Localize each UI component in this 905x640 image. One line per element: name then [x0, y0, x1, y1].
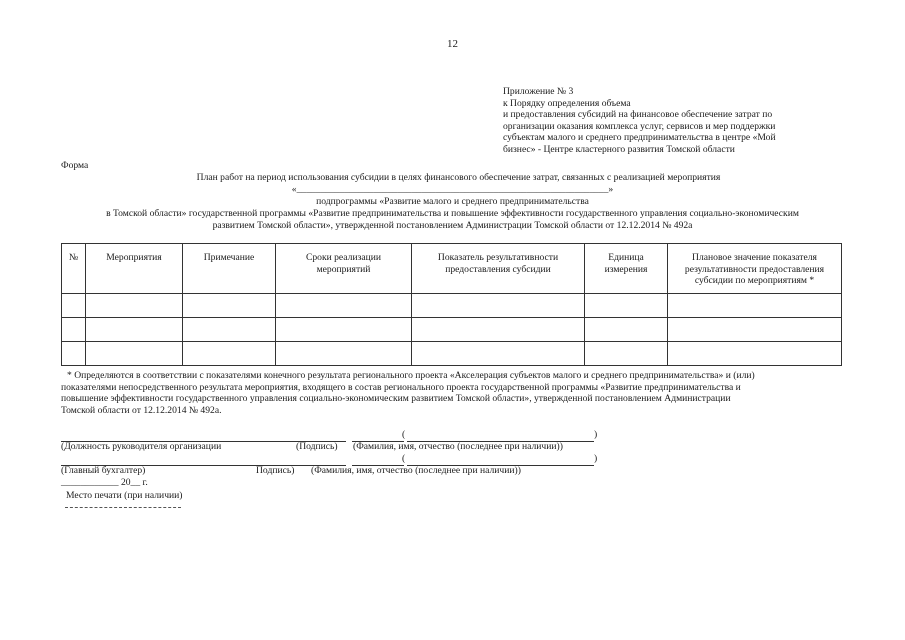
- plan-title-subprogram: подпрограммы «Развитие малого и среднего предпринимательства: [316, 196, 589, 207]
- column-header-deadlines: Сроки реализации мероприятий: [276, 244, 412, 294]
- table-cell[interactable]: [276, 294, 412, 318]
- footnote: [61, 370, 841, 416]
- table-row: [62, 318, 842, 342]
- accountant-position-caption: (Главный бухгалтер): [61, 465, 146, 476]
- accountant-name-caption: (Фамилия, имя, отчество (последнее при наличии)): [311, 465, 521, 476]
- table-cell[interactable]: [86, 318, 183, 342]
- table-cell[interactable]: [183, 294, 276, 318]
- form-label: Форма: [61, 160, 89, 171]
- table-cell[interactable]: [62, 342, 86, 366]
- stamp-label: Место печати (при наличии): [66, 490, 183, 501]
- table-cell[interactable]: [668, 342, 842, 366]
- table-cell[interactable]: [62, 294, 86, 318]
- footnote-line: * Определяются в соответствии с показателями конечного результата регионального проекта «Акселерация субъектов малого и среднего предпринимательства» и (или): [67, 370, 755, 381]
- head-signature-caption: (Подпись): [296, 441, 338, 452]
- column-header-number: №: [62, 244, 86, 294]
- open-paren: (: [402, 429, 406, 440]
- table-cell[interactable]: [183, 318, 276, 342]
- column-header-planned-value: Плановое значение показателя результативности предоставления субсидии по мероприятиям *: [668, 244, 842, 294]
- table-header-row: [62, 244, 842, 294]
- head-name-caption: (Фамилия, имя, отчество (последнее при наличии)): [353, 441, 563, 452]
- appendix-line: организации оказания комплекса услуг, сервисов и мер поддержки: [503, 120, 776, 132]
- date-line[interactable]: ____________ 20__ г.: [61, 477, 148, 488]
- plan-title-line1: План работ на период использования субсидии в целях финансового обеспечение затрат, связанных с реализацией мероприятия: [196, 172, 721, 183]
- table-cell[interactable]: [668, 318, 842, 342]
- table-cell[interactable]: [412, 342, 585, 366]
- table-cell[interactable]: [276, 318, 412, 342]
- table-cell[interactable]: [183, 342, 276, 366]
- table-cell[interactable]: [668, 294, 842, 318]
- table-row: [62, 342, 842, 366]
- appendix-line: к Порядку определения объема: [503, 97, 631, 109]
- appendix-header: [503, 86, 823, 155]
- table-cell[interactable]: [585, 294, 668, 318]
- close-paren: ): [594, 429, 598, 440]
- footnote-line: показателями непосредственного результата мероприятия, входящего в состав регионального проекта государственной программы «Развитие предпринимательства и: [61, 381, 741, 393]
- appendix-line: и предоставления субсидий на финансовое обеспечение затрат по: [503, 109, 773, 120]
- table-cell[interactable]: [276, 342, 412, 366]
- appendix-line: бизнес» - Центре кластерного развития Томской области: [503, 143, 735, 155]
- column-header-note: Примечание: [183, 244, 276, 294]
- plan-table: [61, 243, 842, 366]
- close-paren: ): [594, 453, 598, 464]
- table-cell[interactable]: [412, 294, 585, 318]
- column-header-indicator: Показатель результативности предоставления субсидии: [412, 244, 585, 294]
- accountant-signature-caption: Подпись): [256, 465, 295, 476]
- open-paren: (: [402, 453, 406, 464]
- page-number: 12: [447, 38, 458, 50]
- table-cell[interactable]: [585, 318, 668, 342]
- column-header-unit: Единица измерения: [585, 244, 668, 294]
- plan-title-program: в Томской области» государственной программы «Развитие предпринимательства и повышение эффективности государственного управления социально-экономическим: [106, 208, 799, 219]
- footnote-line: повышение эффективности государственного управления социально-экономическим развитием Томской области», утвержденной постановлением Администрации: [61, 393, 731, 404]
- table-cell[interactable]: [86, 294, 183, 318]
- plan-title-blank: «_________________________________________________________________»: [291, 184, 614, 195]
- stamp-dashed-line: [65, 507, 181, 508]
- column-header-activities: Мероприятия: [86, 244, 183, 294]
- table-row: [62, 294, 842, 318]
- head-position-caption: (Должность руководителя организации: [61, 441, 222, 452]
- appendix-line: субъектам малого и среднего предпринимательства в центре «Мой: [503, 132, 776, 143]
- table-cell[interactable]: [412, 318, 585, 342]
- table-cell[interactable]: [585, 342, 668, 366]
- plan-title-decree: развитием Томской области», утвержденной постановлением Администрации Томской области от 12.12.2014 № 492а: [212, 220, 693, 231]
- table-cell[interactable]: [86, 342, 183, 366]
- footnote-line: Томской области от 12.12.2014 № 492а.: [61, 404, 222, 416]
- appendix-line: Приложение № 3: [503, 86, 574, 97]
- table-cell[interactable]: [62, 318, 86, 342]
